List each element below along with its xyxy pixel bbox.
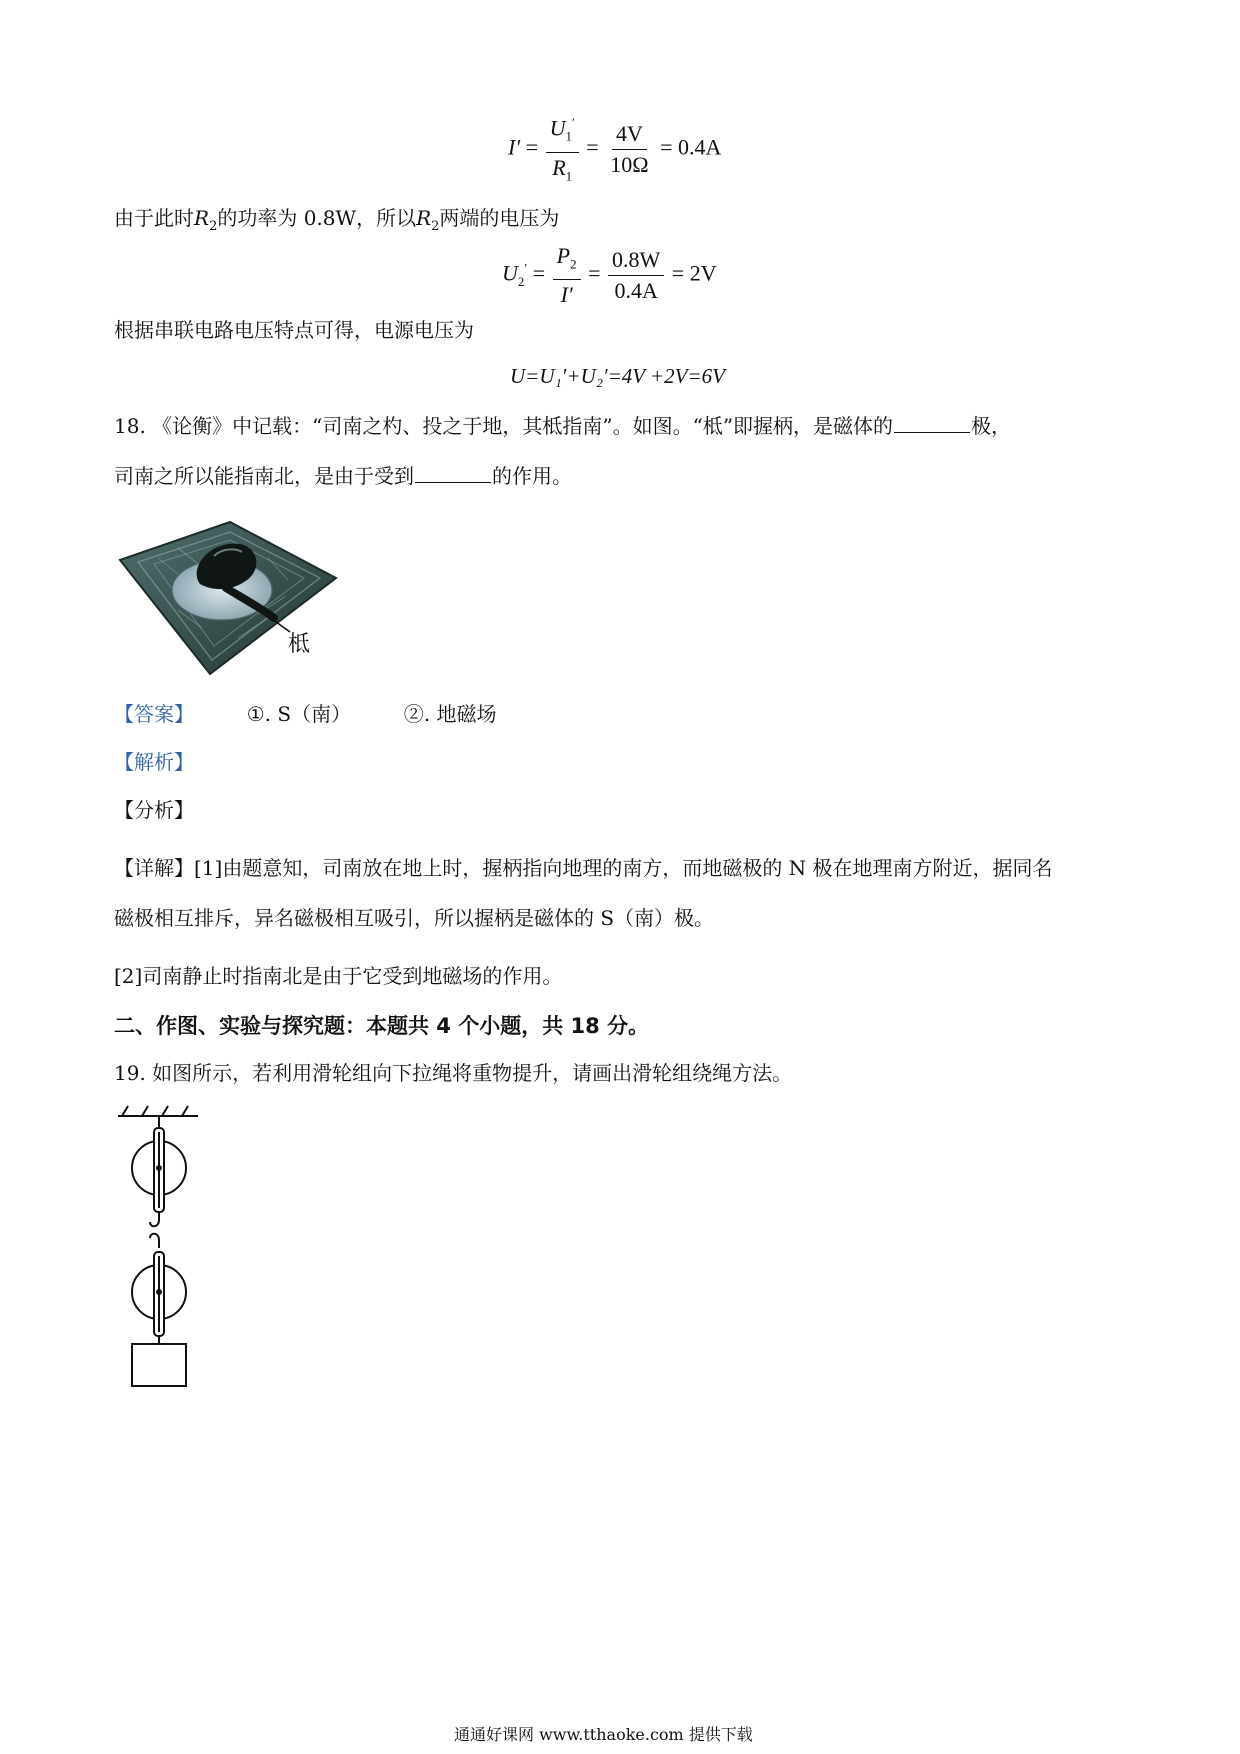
formula-voltage: $U_2'$ = $\frac{P_2}{I'}$ = $\frac{0.8W}{0.4A}$ = 2V xyxy=(502,243,717,308)
formula-total: U=U₁′+U₂′=4V +2V=6V xyxy=(510,364,725,388)
answer-blank-2 xyxy=(415,464,491,483)
fraction-p2-i: $\frac{P_2}{I'}$ xyxy=(553,243,581,308)
answer-line xyxy=(114,702,497,726)
q18-line1: 18. 《论衡》中记载：“司南之杓、投之于地，其柢指南”。如图。“柢”即握柄，是磁体的 极， xyxy=(114,414,1012,438)
formula-lhs: I′ xyxy=(508,134,521,160)
pulley-system-figure xyxy=(114,1104,214,1404)
answer-option-1: ①. S（南） xyxy=(246,702,352,726)
answer-blank-1 xyxy=(894,414,970,433)
formula-result: = 0.4A xyxy=(660,134,722,160)
answer-tag: 【答案】 xyxy=(114,702,194,726)
detail-line1: 【详解】[1]由题意知，司南放在地上时，握柄指向地理的南方，而地磁极的 N 极在地理南方附近，据同名 xyxy=(114,856,1053,880)
detail-line3: [2]司南静止时指南北是由于它受到地磁场的作用。 xyxy=(114,964,563,988)
detail-line2: 磁极相互排斥，异名磁极相互吸引，所以握柄是磁体的 S（南）极。 xyxy=(114,906,715,930)
formula-current: I′ = $\frac{U_1'}{R_1}$ = $\frac{4V}{10\Omega}$ = 0.4A xyxy=(508,110,721,189)
ceiling xyxy=(118,1106,198,1116)
line-r2-power: 由于此时$R_2$的功率为 0.8W，所以$R_2$两端的电压为 xyxy=(114,206,560,234)
section2-heading: 二、作图、实验与探究题：本题共 4 个小题，共 18 分。 xyxy=(114,1014,650,1038)
line-series: 根据串联电路电压特点可得，电源电压为 xyxy=(114,318,474,342)
fenxi-tag: 【分析】 xyxy=(114,798,194,822)
footer: 通通好课网 www.tthaoke.com 提供下载 xyxy=(454,1725,753,1744)
q18-line2: 司南之所以能指南北，是由于受到 的作用。 xyxy=(114,464,572,488)
fraction-08w-04a: $\frac{0.8W}{0.4A}$ xyxy=(608,247,664,304)
fraction-u1-r1: $\frac{U_1'}{R_1}$ xyxy=(546,110,579,189)
jiexi-tag: 【解析】 xyxy=(114,750,194,774)
answer-option-2: ②. 地磁场 xyxy=(403,702,497,726)
weight-block xyxy=(132,1344,186,1386)
movable-pulley xyxy=(132,1234,186,1344)
sinan-compass-figure xyxy=(118,518,358,678)
q19-text: 19. 如图所示，若利用滑轮组向下拉绳将重物提升，请画出滑轮组绕绳方法。 xyxy=(114,1061,793,1085)
fixed-pulley xyxy=(132,1116,186,1226)
fraction-4v-10ohm: $\frac{4V}{10\Omega}$ xyxy=(610,121,649,178)
figure-label-di: 柢 xyxy=(288,632,311,657)
